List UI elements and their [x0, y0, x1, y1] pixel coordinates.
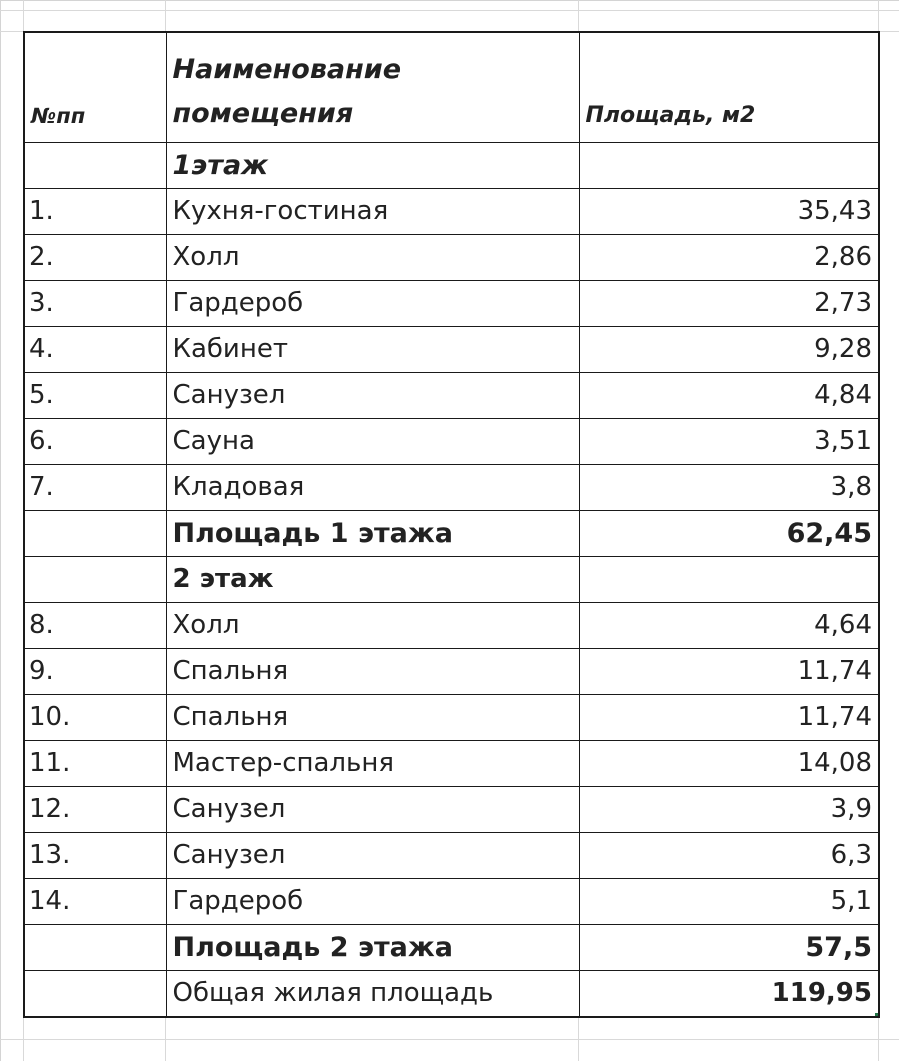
- fill-handle[interactable]: [874, 1012, 879, 1017]
- cell-empty[interactable]: [24, 971, 166, 1018]
- header-name-line2: помещения: [172, 98, 354, 129]
- room-name-cell[interactable]: Спальня: [166, 695, 579, 741]
- table-row: [24, 281, 879, 327]
- table-row: [24, 879, 879, 925]
- row-number-cell[interactable]: 12.: [24, 787, 166, 833]
- room-area-cell[interactable]: 9,28: [579, 327, 879, 373]
- room-name-cell[interactable]: Холл: [166, 603, 579, 649]
- row-number-cell[interactable]: 11.: [24, 741, 166, 787]
- row-number-cell[interactable]: 13.: [24, 833, 166, 879]
- row-number-cell[interactable]: 10.: [24, 695, 166, 741]
- room-name-cell[interactable]: Холл: [166, 235, 579, 281]
- table-row: [24, 787, 879, 833]
- room-name-cell[interactable]: Спальня: [166, 649, 579, 695]
- floor2-subtotal-row: [24, 925, 879, 971]
- table-row: [24, 189, 879, 235]
- table-row: [24, 649, 879, 695]
- floor1-subtotal-label[interactable]: Площадь 1 этажа: [166, 511, 579, 557]
- room-area-cell[interactable]: 3,8: [579, 465, 879, 511]
- room-name-cell[interactable]: Гардероб: [166, 879, 579, 925]
- room-name-cell[interactable]: Кабинет: [166, 327, 579, 373]
- room-area-cell[interactable]: 11,74: [579, 649, 879, 695]
- header-name-cell[interactable]: [166, 32, 579, 143]
- header-number-cell[interactable]: №пп: [24, 32, 166, 143]
- room-name-cell[interactable]: Сауна: [166, 419, 579, 465]
- row-number-cell[interactable]: 2.: [24, 235, 166, 281]
- cell-empty[interactable]: [579, 143, 879, 189]
- room-area-cell[interactable]: 5,1: [579, 879, 879, 925]
- room-area-cell[interactable]: 14,08: [579, 741, 879, 787]
- room-name-cell[interactable]: Санузел: [166, 373, 579, 419]
- cell-empty[interactable]: [24, 557, 166, 603]
- table-row: [24, 465, 879, 511]
- row-number-cell[interactable]: 1.: [24, 189, 166, 235]
- table-row: [24, 327, 879, 373]
- floor1-label-cell[interactable]: 1этаж: [166, 143, 579, 189]
- table-row: [24, 833, 879, 879]
- floor2-label-row: [24, 557, 879, 603]
- row-number-cell[interactable]: 6.: [24, 419, 166, 465]
- cell-empty[interactable]: [24, 925, 166, 971]
- floor1-label-row: [24, 143, 879, 189]
- table-row: [24, 419, 879, 465]
- table-row: [24, 373, 879, 419]
- floor2-subtotal-value[interactable]: 57,5: [579, 925, 879, 971]
- row-number-cell[interactable]: 3.: [24, 281, 166, 327]
- table-row: [24, 741, 879, 787]
- floor2-subtotal-label[interactable]: Площадь 2 этажа: [166, 925, 579, 971]
- room-name-cell[interactable]: Кладовая: [166, 465, 579, 511]
- room-area-cell[interactable]: 3,9: [579, 787, 879, 833]
- table-row: [24, 603, 879, 649]
- floor2-label-cell[interactable]: 2 этаж: [166, 557, 579, 603]
- total-row: [24, 971, 879, 1018]
- row-number-cell[interactable]: 4.: [24, 327, 166, 373]
- cell-empty[interactable]: [24, 511, 166, 557]
- room-area-table: [23, 31, 880, 1018]
- cell-empty[interactable]: [24, 143, 166, 189]
- table-row: [24, 235, 879, 281]
- total-label-cell[interactable]: Общая жилая площадь: [166, 971, 579, 1018]
- room-name-cell[interactable]: Санузел: [166, 833, 579, 879]
- row-number-cell[interactable]: 14.: [24, 879, 166, 925]
- room-area-cell[interactable]: 2,73: [579, 281, 879, 327]
- table-row: [24, 695, 879, 741]
- total-value-cell[interactable]: [579, 971, 879, 1018]
- header-area-cell[interactable]: Площадь, м2: [579, 32, 879, 143]
- cell-empty[interactable]: [579, 557, 879, 603]
- room-name-cell[interactable]: Кухня-гостиная: [166, 189, 579, 235]
- header-row: [24, 32, 879, 143]
- floor1-subtotal-value[interactable]: 62,45: [579, 511, 879, 557]
- row-number-cell[interactable]: 8.: [24, 603, 166, 649]
- room-name-cell[interactable]: Санузел: [166, 787, 579, 833]
- row-number-cell[interactable]: 9.: [24, 649, 166, 695]
- row-number-cell[interactable]: 7.: [24, 465, 166, 511]
- room-area-cell[interactable]: 6,3: [579, 833, 879, 879]
- room-name-cell[interactable]: Мастер-спальня: [166, 741, 579, 787]
- row-number-cell[interactable]: 5.: [24, 373, 166, 419]
- room-area-cell[interactable]: 3,51: [579, 419, 879, 465]
- room-area-cell[interactable]: 4,84: [579, 373, 879, 419]
- room-area-cell[interactable]: 2,86: [579, 235, 879, 281]
- header-name-line1: Наименование: [172, 54, 402, 85]
- room-name-cell[interactable]: Гардероб: [166, 281, 579, 327]
- room-area-cell[interactable]: 11,74: [579, 695, 879, 741]
- room-area-cell[interactable]: 35,43: [579, 189, 879, 235]
- room-area-cell[interactable]: 4,64: [579, 603, 879, 649]
- total-value: 119,95: [771, 978, 872, 1008]
- floor1-subtotal-row: [24, 511, 879, 557]
